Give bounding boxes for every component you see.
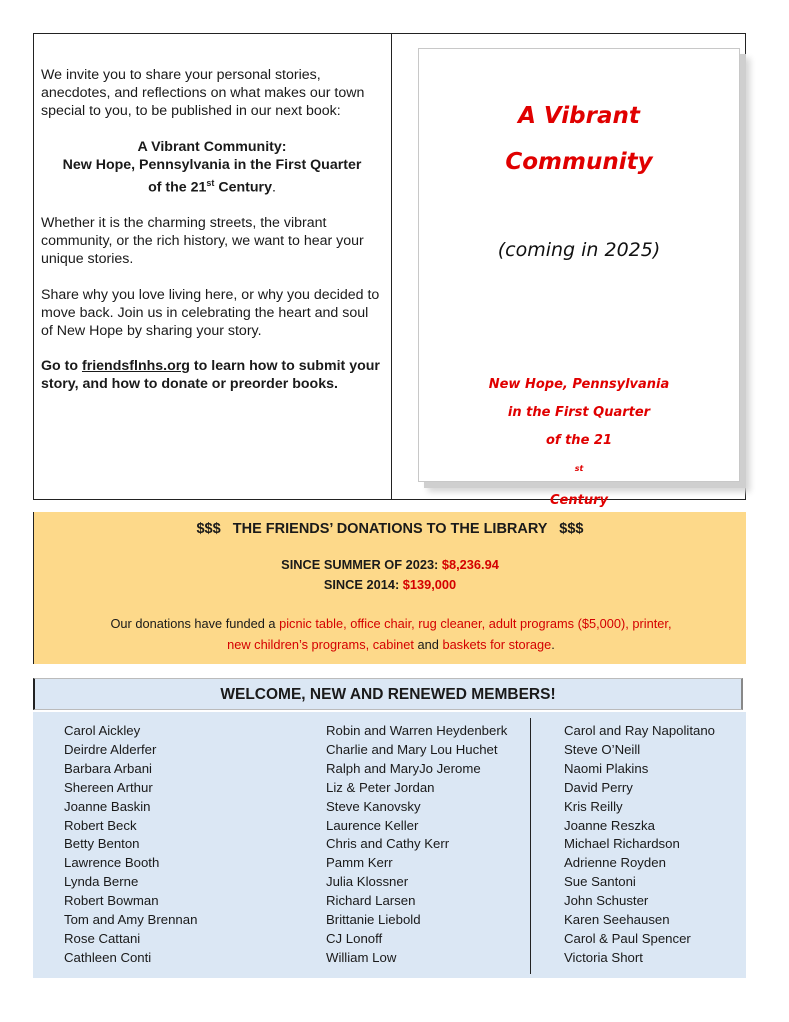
member-name: Liz & Peter Jordan [326, 779, 435, 795]
member-name: CJ Lonoff [326, 930, 383, 946]
members-header [33, 678, 743, 710]
book-title-line3: of the 21st Century. [148, 178, 276, 196]
member-name: Laurence Keller [326, 817, 419, 833]
member-name: Shereen Arthur [64, 779, 153, 795]
book-cover-title: A Vibrant Community [505, 103, 653, 175]
member-name: Joanne Reszka [564, 817, 655, 833]
book-cover-image [418, 48, 740, 509]
member-name: Brittanie Liebold [326, 912, 421, 928]
member-name: Carol & Paul Spencer [564, 930, 691, 946]
member-name: Carol Aickley [64, 723, 141, 738]
member-name: Steve O’Neill [564, 741, 641, 757]
since-2023-line: SINCE SUMMER OF 2023: $8,236.94 [281, 557, 499, 572]
member-name: Karen Seehausen [564, 912, 670, 928]
member-name: Sue Santoni [564, 874, 636, 890]
member-name: William Low [326, 949, 397, 965]
invitation-text [41, 66, 383, 411]
member-name: Charlie and Mary Lou Huchet [326, 741, 498, 757]
member-name: Naomi Plakins [564, 760, 649, 776]
book-title-block [41, 138, 383, 197]
website-link[interactable]: friendsflnhs.org [81, 358, 190, 375]
member-name: Robert Bowman [64, 893, 159, 909]
member-name: Tom and Amy Brennan [64, 912, 198, 928]
member-name: Steve Kanovsky [326, 798, 421, 814]
charm-paragraph: Whether it is the charming streets, the vibrant community, or the rich history, we want to hear your unique stories. [41, 214, 364, 268]
member-name: Richard Larsen [326, 893, 416, 909]
book-title-line2: New Hope, Pennsylvania in the First Quarter [62, 156, 362, 173]
share-paragraph: Share why you love living here, or why you decided to move back. Join us in celebrating the heart and soul of New Hope by sharing your story. [41, 286, 380, 339]
member-name: Pamm Kerr [326, 855, 393, 871]
members-list [33, 712, 746, 978]
member-name: Deirdre Alderfer [64, 741, 157, 757]
book-coming-date: (coming in 2025) [497, 239, 661, 261]
intro-paragraph: We invite you to share your personal stories, anecdotes, and reflections on what makes our town special to you, to be published in our next book: [41, 67, 365, 120]
column-divider [530, 718, 531, 974]
invitation-section [33, 33, 746, 509]
member-name: Michael Richardson [564, 836, 680, 852]
funded-items-text: Our donations have funded a picnic table, office chair, rug cleaner, adult programs ($5,000), printer, new children’s programs, cabinet and baskets for storage. [110, 616, 672, 652]
column-divider [391, 34, 392, 499]
since-2014-line: SINCE 2014: $139,000 [323, 577, 457, 592]
book-cover-subtitle: New Hope, Pennsylvania in the First Quarter of the 21 $^{st}$ Century [488, 377, 670, 509]
member-name: Kris Reilly [564, 798, 623, 814]
call-to-action: Go to friendsflnhs.org to learn how to submit your story, and how to donate or preorder books. [41, 358, 380, 393]
donation-totals [34, 555, 746, 595]
member-name: Adrienne Royden [564, 855, 666, 871]
member-name: Robin and Warren Heydenberk [326, 723, 508, 738]
member-name: Rose Cattani [64, 930, 141, 946]
member-name: Lynda Berne [64, 874, 139, 890]
member-name: Robert Beck [64, 817, 137, 833]
member-name: Joanne Baskin [64, 798, 151, 814]
donations-section [33, 512, 746, 664]
member-name: Carol and Ray Napolitano [564, 723, 716, 738]
book-title-line1: A Vibrant Community: [137, 138, 287, 155]
member-name: Julia Klossner [326, 874, 409, 890]
member-name: Barbara Arbani [64, 760, 152, 776]
members-column-1 [64, 722, 197, 968]
member-name: Victoria Short [564, 949, 643, 965]
member-name: Chris and Cathy Kerr [326, 836, 450, 852]
member-name: David Perry [564, 779, 633, 795]
members-title: WELCOME, NEW AND RENEWED MEMBERS! [220, 686, 556, 703]
member-name: Betty Benton [64, 836, 140, 852]
member-name: John Schuster [564, 893, 649, 909]
member-name: Lawrence Booth [64, 855, 160, 871]
members-column-2 [326, 722, 507, 968]
member-name: Cathleen Conti [64, 949, 152, 965]
donations-title: $$$ THE FRIENDS’ DONATIONS TO THE LIBRARY $$$ [196, 521, 584, 537]
member-name: Ralph and MaryJo Jerome [326, 760, 481, 776]
members-column-3 [564, 722, 715, 968]
